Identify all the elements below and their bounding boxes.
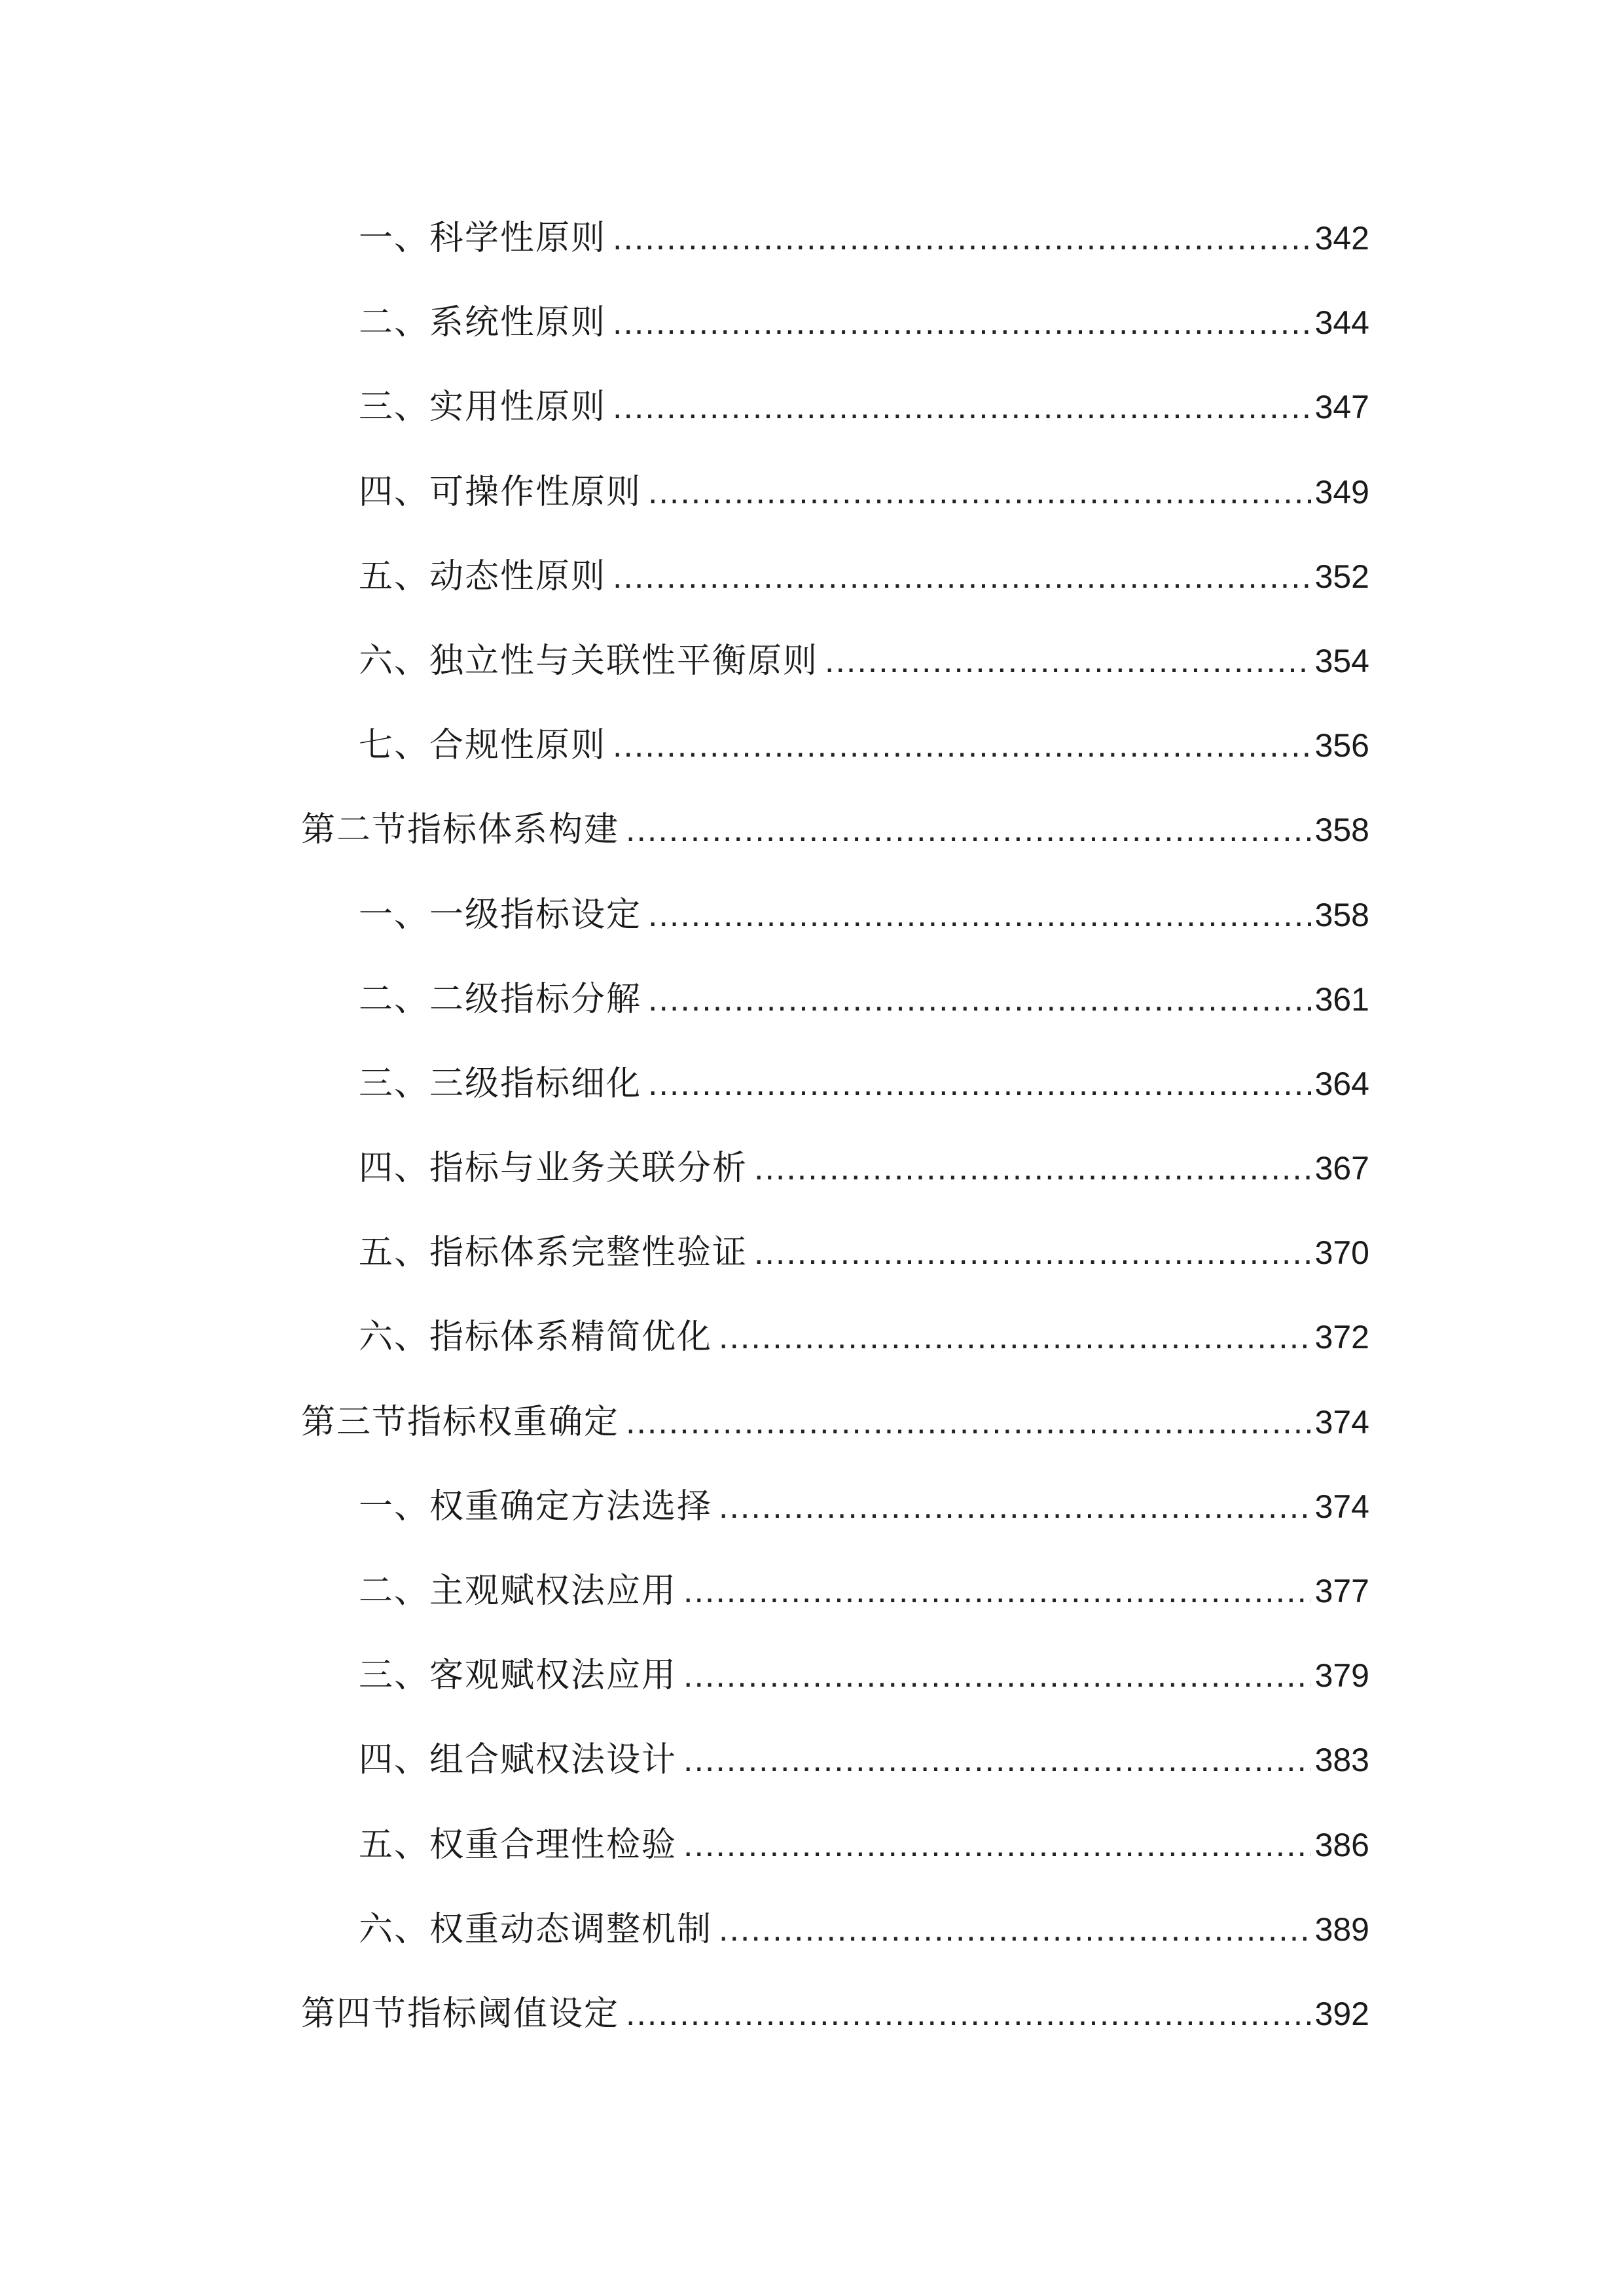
toc-entry-page: 392	[1314, 1995, 1369, 2032]
toc-section-title: 第四节指标阈值设定	[301, 1994, 620, 2034]
toc-entry-title: 六、独立性与关联性平衡原则	[359, 641, 819, 681]
toc-dot-leader	[719, 1295, 1311, 1380]
toc-entry-page: 377	[1314, 1573, 1369, 1609]
toc-dot-leader	[683, 1803, 1311, 1888]
toc-entry-page: 374	[1314, 1488, 1369, 1525]
toc-dot-leader	[754, 1211, 1311, 1295]
toc-entry-title: 二、二级指标分解	[359, 979, 642, 1019]
toc-entry-page: 386	[1314, 1826, 1369, 1863]
toc-entry[interactable]	[301, 196, 1369, 281]
toc-entry-page: 379	[1314, 1657, 1369, 1695]
toc-entry-page: 372	[1314, 1319, 1369, 1356]
toc-entry-title: 七、合规性原则	[359, 726, 607, 766]
toc-entry-title: 二、系统性原则	[359, 303, 607, 343]
toc-entry[interactable]	[301, 365, 1369, 450]
toc-dot-leader	[683, 1634, 1311, 1718]
toc-dot-leader	[683, 1718, 1311, 1803]
toc-entry-page: 354	[1314, 642, 1369, 679]
toc-section-entry[interactable]	[301, 788, 1369, 872]
toc-dot-leader	[626, 1972, 1311, 2056]
toc-entry[interactable]	[301, 619, 1369, 704]
toc-dot-leader	[719, 1888, 1311, 1972]
toc-entry[interactable]	[301, 1126, 1369, 1211]
toc-entry-page: 374	[1314, 1403, 1369, 1441]
toc-entry-page: 358	[1314, 812, 1369, 849]
toc-entry-page: 352	[1314, 558, 1369, 595]
toc-dot-leader	[613, 281, 1311, 365]
toc-entry[interactable]	[301, 1465, 1369, 1549]
toc-entry-page: 344	[1314, 304, 1369, 342]
toc-dot-leader	[613, 704, 1311, 788]
toc-entry[interactable]	[301, 958, 1369, 1042]
toc-entry-title: 四、组合赋权法设计	[359, 1740, 677, 1780]
toc-entry-page: 358	[1314, 896, 1369, 933]
toc-entry-title: 六、权重动态调整机制	[359, 1909, 713, 1949]
toc-entry[interactable]	[301, 1803, 1369, 1888]
toc-entry-page: 383	[1314, 1742, 1369, 1779]
toc-entry-title: 一、一级指标设定	[359, 895, 642, 935]
toc-section-entry[interactable]	[301, 1972, 1369, 2056]
toc-entry[interactable]	[301, 704, 1369, 788]
toc-entry-page: 342	[1314, 220, 1369, 257]
toc-entry-title: 一、权重确定方法选择	[359, 1486, 713, 1526]
toc-entry-title: 五、权重合理性检验	[359, 1825, 677, 1865]
toc-entry-page: 370	[1314, 1234, 1369, 1272]
toc-entry[interactable]	[301, 1888, 1369, 1972]
toc-dot-leader	[754, 1126, 1311, 1211]
toc-entry[interactable]	[301, 1549, 1369, 1634]
toc-entry-page: 367	[1314, 1150, 1369, 1187]
toc-entry-title: 五、动态性原则	[359, 556, 607, 596]
toc-section-entry[interactable]	[301, 1380, 1369, 1465]
table-of-contents	[301, 196, 1369, 2056]
toc-entry-title: 二、主观赋权法应用	[359, 1571, 677, 1611]
toc-entry[interactable]	[301, 535, 1369, 619]
toc-entry-page: 389	[1314, 1910, 1369, 1948]
toc-entry-page: 361	[1314, 980, 1369, 1018]
toc-entry-title: 三、三级指标细化	[359, 1064, 642, 1103]
toc-dot-leader	[626, 1380, 1311, 1465]
toc-entry-page: 349	[1314, 473, 1369, 511]
toc-dot-leader	[825, 619, 1311, 704]
toc-entry[interactable]	[301, 873, 1369, 958]
toc-entry-page: 347	[1314, 389, 1369, 426]
toc-entry-title: 三、实用性原则	[359, 387, 607, 427]
toc-dot-leader	[648, 873, 1311, 958]
toc-entry-page: 356	[1314, 727, 1369, 764]
toc-section-title: 第二节指标体系构建	[301, 810, 620, 850]
toc-entry-title: 一、科学性原则	[359, 219, 607, 258]
toc-dot-leader	[719, 1465, 1311, 1549]
toc-dot-leader	[648, 450, 1311, 535]
toc-entry-title: 六、指标体系精简优化	[359, 1318, 713, 1357]
toc-entry-page: 364	[1314, 1065, 1369, 1102]
toc-entry[interactable]	[301, 1211, 1369, 1295]
toc-section-title: 第三节指标权重确定	[301, 1402, 620, 1442]
toc-entry[interactable]	[301, 281, 1369, 365]
toc-entry-title: 五、指标体系完整性验证	[359, 1233, 748, 1273]
toc-dot-leader	[648, 958, 1311, 1042]
toc-dot-leader	[626, 788, 1311, 872]
toc-entry[interactable]	[301, 1295, 1369, 1380]
toc-dot-leader	[683, 1549, 1311, 1634]
toc-entry[interactable]	[301, 1718, 1369, 1803]
toc-dot-leader	[613, 535, 1311, 619]
toc-dot-leader	[613, 196, 1311, 281]
toc-entry[interactable]	[301, 450, 1369, 535]
toc-dot-leader	[648, 1042, 1311, 1126]
toc-entry[interactable]	[301, 1634, 1369, 1718]
toc-dot-leader	[613, 365, 1311, 450]
toc-entry-title: 四、指标与业务关联分析	[359, 1149, 748, 1189]
toc-entry[interactable]	[301, 1042, 1369, 1126]
toc-entry-title: 三、客观赋权法应用	[359, 1656, 677, 1696]
toc-entry-title: 四、可操作性原则	[359, 472, 642, 512]
